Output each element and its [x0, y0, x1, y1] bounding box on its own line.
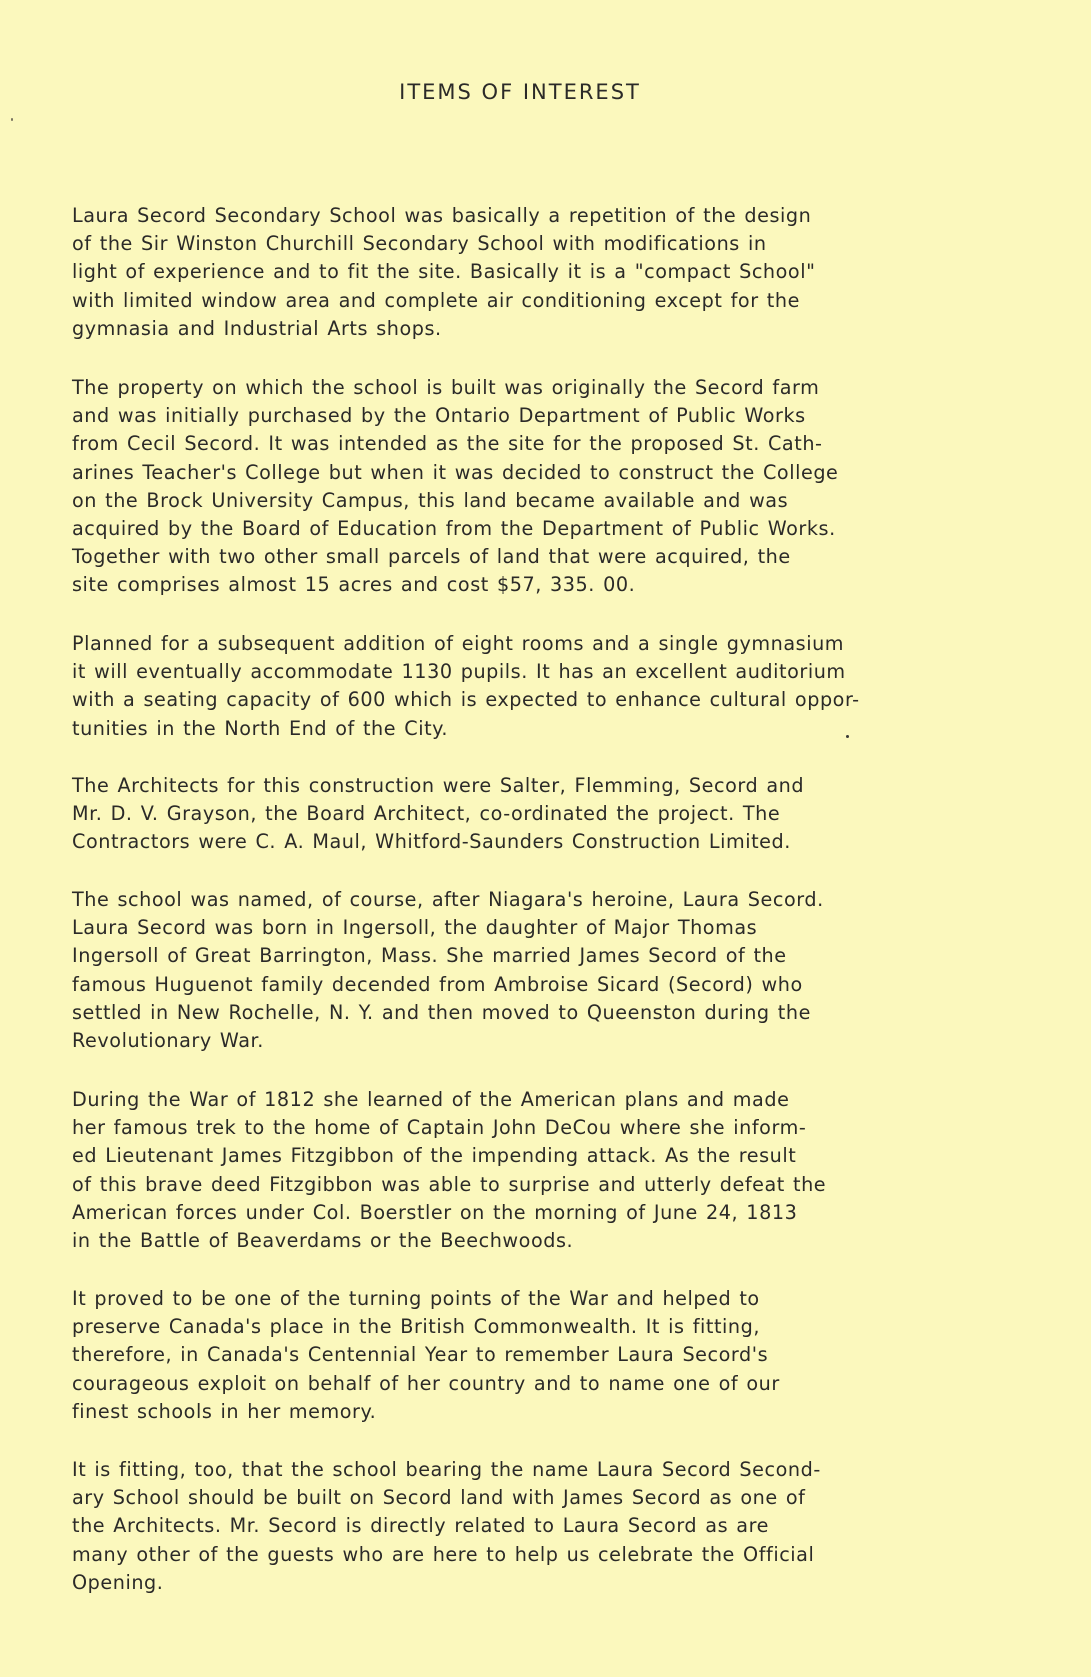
text-line: in the Battle of Beaverdams or the Beechwoods. — [72, 1229, 574, 1253]
text-line: Laura Secord Secondary School was basically a repetition of the design — [72, 204, 812, 227]
stray-dot — [846, 735, 849, 738]
text-line: Together with two other small parcels of land that were acquired, the — [72, 545, 791, 569]
text-line: It is fitting, too, that the school bearing the name Laura Secord Second- — [72, 1458, 821, 1481]
text-line: therefore, in Canada's Centennial Year to remember Laura Secord's — [72, 1343, 769, 1367]
text-line: on the Brock University Campus, this land became available and was — [72, 488, 789, 512]
text-line: with a seating capacity of 600 which is expected to enhance cultural oppor- — [72, 688, 860, 712]
text-line: It proved to be one of the turning points of the War and helped to — [72, 1287, 760, 1310]
text-line: her famous trek to the home of Captain John DeCou where she inform- — [72, 1116, 807, 1140]
text-line: Laura Secord was born in Ingersoll, the daughter of Major Thomas — [72, 916, 758, 940]
text-line: light of experience and to fit the site. Basically it is a "compact School" — [72, 260, 816, 284]
paragraph-turning-point — [72, 1285, 1017, 1426]
text-line: gymnasia and Industrial Arts shops. — [72, 316, 442, 340]
text-line: arines Teacher's College but when it was decided to construct the College — [72, 460, 839, 484]
text-line: ary School should be built on Secord land with James Secord as one of — [72, 1486, 806, 1510]
text-line: The Architects for this construction were Salter, Flemming, Secord and — [72, 774, 805, 797]
paragraph-named — [72, 886, 1017, 1055]
text-line: of this brave deed Fitzgibbon was able to surprise and utterly defeat the — [72, 1172, 827, 1196]
text-line: ed Lieutenant James Fitzgibbon of the impending attack. As the result — [72, 1144, 797, 1168]
text-line: it will eventually accommodate 1130 pupils. It has an excellent auditorium — [72, 660, 846, 684]
text-line: with limited window area and complete air conditioning except for the — [72, 288, 800, 312]
paragraph-property — [72, 374, 1017, 600]
paragraph-design — [72, 202, 1017, 343]
paper-speck — [11, 118, 13, 121]
text-line: of the Sir Winston Churchill Secondary School with modifications in — [72, 232, 767, 256]
text-line: many other of the guests who are here to help us celebrate the Official — [72, 1542, 815, 1566]
text-line: tunities in the North End of the City. — [72, 716, 448, 740]
text-line: Contractors were C. A. Maul, Whitford-Saunders Construction Limited. — [72, 830, 791, 854]
text-line: and was initially purchased by the Ontario Department of Public Works — [72, 404, 806, 428]
paragraph-planned — [72, 630, 1017, 743]
text-line: settled in New Rochelle, N. Y. and then moved to Queenston during the — [72, 1000, 811, 1024]
text-line: During the War of 1812 she learned of the American plans and made — [72, 1088, 790, 1111]
text-line: The property on which the school is built was originally the Secord farm — [72, 376, 820, 399]
text-line: site comprises almost 15 acres and cost $57, 335. 00. — [72, 573, 636, 597]
text-line: Revolutionary War. — [72, 1029, 264, 1053]
text-line: courageous exploit on behalf of her country and to name one of our — [72, 1371, 780, 1395]
text-line: Ingersoll of Great Barrington, Mass. She married James Secord of the — [72, 944, 787, 968]
text-line: famous Huguenot family decended from Ambroise Sicard (Secord) who — [72, 972, 803, 996]
text-line: finest schools in her memory. — [72, 1399, 377, 1423]
text-line: from Cecil Secord. It was intended as the site for the proposed St. Cath- — [72, 432, 823, 456]
text-line: The school was named, of course, after Niagara's heroine, Laura Secord. — [72, 888, 824, 911]
text-line: Planned for a subsequent addition of eight rooms and a single gymnasium — [72, 632, 845, 655]
paragraph-war-1812 — [72, 1086, 1017, 1255]
paragraph-architects — [72, 772, 1017, 857]
text-line: preserve Canada's place in the British Commonwealth. It is fitting, — [72, 1315, 761, 1339]
text-line: Mr. D. V. Grayson, the Board Architect, co-ordinated the project. The — [72, 802, 781, 826]
text-line: American forces under Col. Boerstler on the morning of June 24, 1813 — [72, 1200, 798, 1224]
text-line: acquired by the Board of Education from the Department of Public Works. — [72, 517, 836, 541]
text-line: Opening. — [72, 1570, 164, 1594]
paragraph-fitting — [72, 1456, 1017, 1597]
text-line: the Architects. Mr. Secord is directly related to Laura Secord as are — [72, 1514, 769, 1538]
page-title: ITEMS OF INTEREST — [399, 80, 641, 104]
